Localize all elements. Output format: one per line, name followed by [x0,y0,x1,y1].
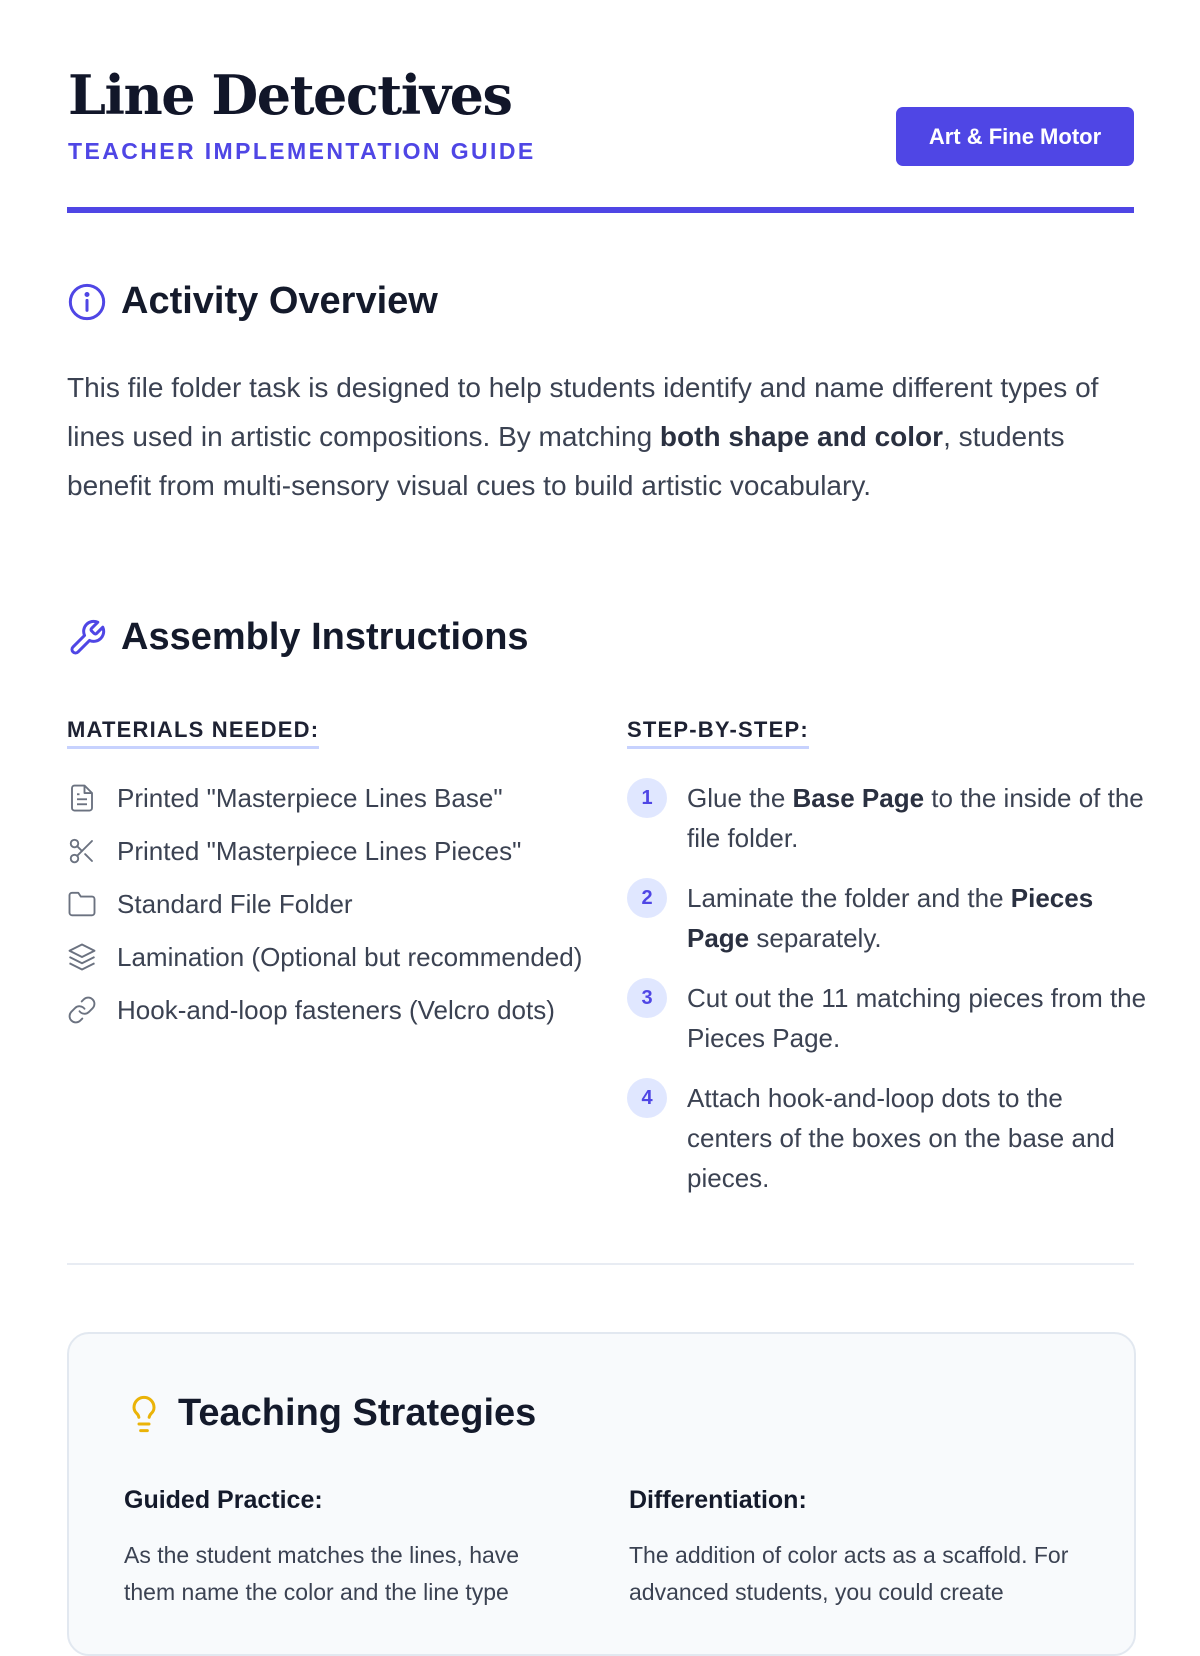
guided-practice [124,1486,564,1611]
strategies-title: Teaching Strategies [178,1392,537,1434]
header-divider [67,207,1134,213]
step-text-bold: Pieces Page [687,883,1094,953]
step-text [687,978,1147,1058]
document-icon [67,783,97,813]
list-item [627,1078,1147,1198]
step-number: 1 [627,778,667,818]
list-item [67,884,587,924]
strategies-heading [124,1392,536,1435]
materials-list [67,778,587,1043]
list-item [627,878,1147,958]
step-text-post: separately. [749,923,882,953]
overview-heading [67,280,438,323]
overview-text-1: This file folder task is designed to help students identify and name different types of lines used in artistic compositions. By matching [67,372,1099,452]
differentiation [629,1486,1069,1611]
diff-text: The addition of color acts as a scaffold. For advanced students, you could create [629,1542,1069,1605]
list-item [67,937,587,977]
list-item [627,978,1147,1058]
step-text-pre: Glue the [687,783,793,813]
folder-icon [67,889,97,919]
wrench-icon [67,618,107,658]
step-text [687,1078,1147,1198]
steps-list [627,778,1147,1218]
diff-title: Differentiation: [629,1486,807,1514]
step-text-post: to the inside of the file folder. [687,783,1144,853]
page-subtitle: TEACHER IMPLEMENTATION GUIDE [68,138,536,164]
list-item [67,831,587,871]
section-divider [67,1263,1134,1265]
page-title: Line Detectives [68,63,512,127]
assembly-title: Assembly Instructions [121,616,529,658]
info-icon [67,282,107,322]
overview-title: Activity Overview [121,280,438,322]
scissors-icon [67,836,97,866]
materials-label: MATERIALS NEEDED: [67,717,319,749]
overview-text-2: , students benefit from multi-sensory visual cues to build artistic vocabulary. [67,421,1065,501]
lightbulb-icon [124,1394,164,1434]
step-text-pre: Attach hook-and-loop dots to the centers of the boxes on the base and pieces. [687,1083,1115,1193]
step-text [687,878,1147,958]
layers-icon [67,942,97,972]
step-number: 4 [627,1078,667,1118]
material-text: Standard File Folder [117,889,353,919]
list-item [627,778,1147,858]
guided-text: As the student matches the lines, have them name the color and the line type [124,1542,520,1605]
step-text-bold: Base Page [792,783,925,813]
step-text [687,778,1147,858]
step-number: 2 [627,878,667,918]
material-text: Lamination (Optional but recommended) [117,942,583,972]
category-badge: Art & Fine Motor [896,107,1134,166]
strategies-card [67,1332,1136,1656]
overview-paragraph [67,363,1139,510]
steps-label: STEP-BY-STEP: [627,717,809,749]
step-text-pre: Cut out the 11 matching pieces from the Pieces Page. [687,983,1147,1053]
material-text: Hook-and-loop fasteners (Velcro dots) [117,995,555,1025]
guided-title: Guided Practice: [124,1486,323,1514]
list-item [67,990,587,1030]
overview-text-bold: both shape and color [659,421,944,452]
step-text-pre: Laminate the folder and the [687,883,1011,913]
link-icon [67,995,97,1025]
list-item [67,778,587,818]
assembly-heading [67,616,529,659]
step-number: 3 [627,978,667,1018]
material-text: Printed "Masterpiece Lines Base" [117,783,503,813]
material-text: Printed "Masterpiece Lines Pieces" [117,836,522,866]
